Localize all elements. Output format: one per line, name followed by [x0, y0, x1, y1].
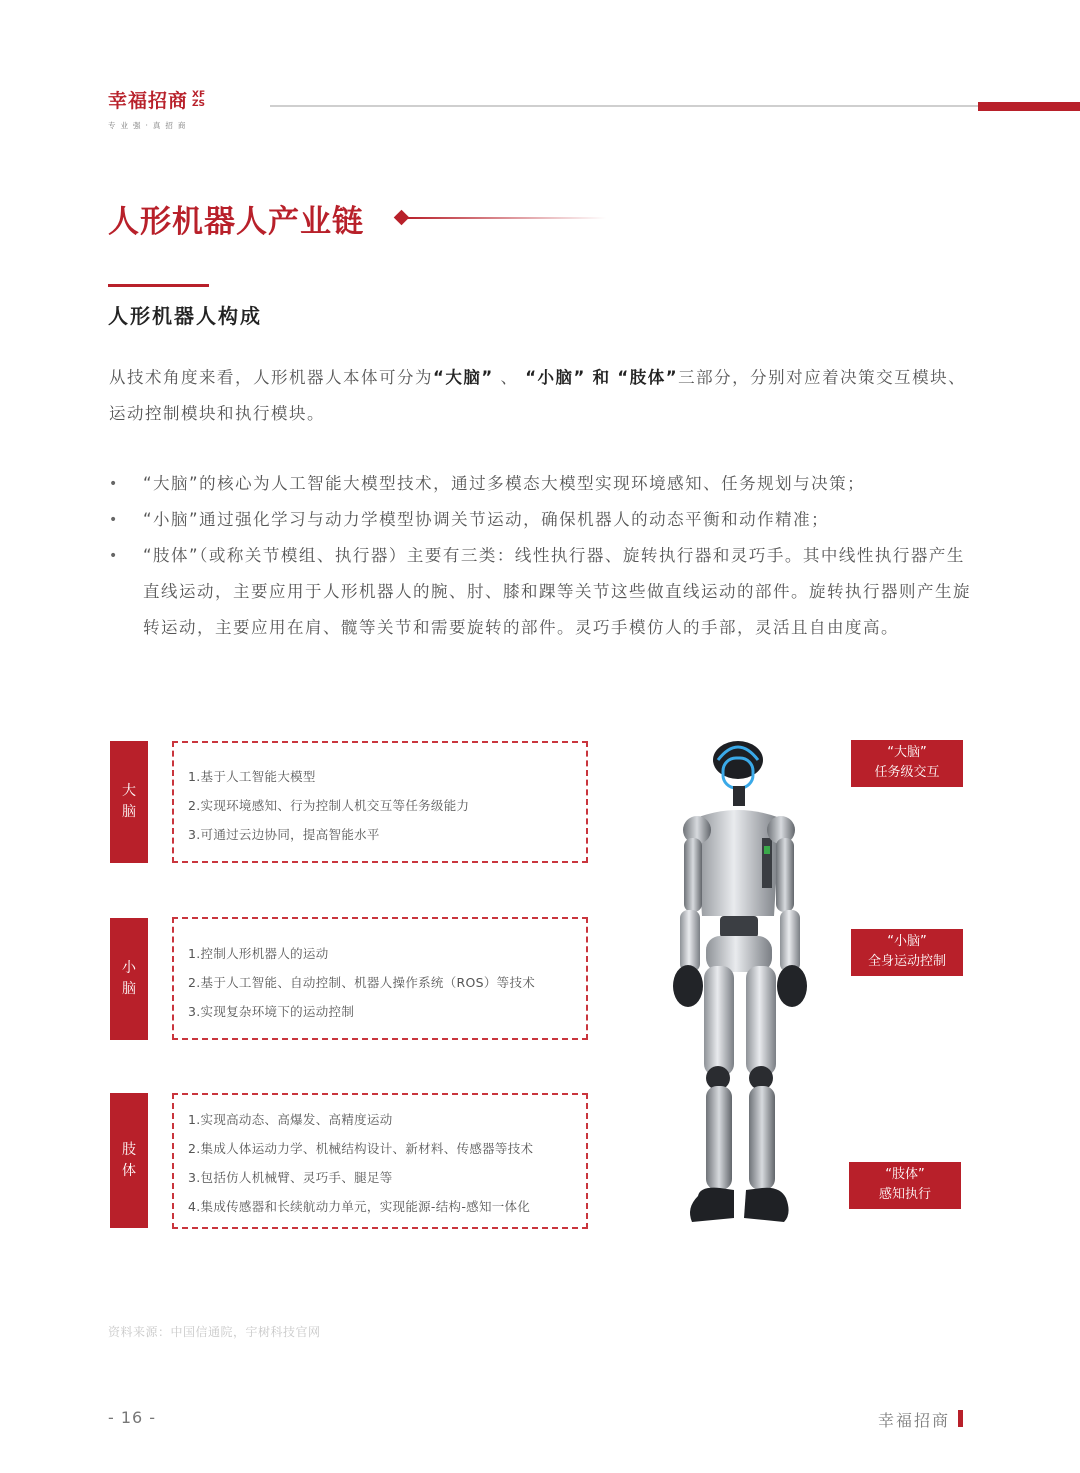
list-item: 2.基于人工智能、自动控制、机器人操作系统（ROS）等技术 [188, 975, 536, 990]
bullet-list [109, 466, 971, 646]
tag-label: 小脑 [122, 960, 136, 997]
callout-limbs [849, 1162, 961, 1209]
intro-text-1: 从技术角度来看，人形机器人本体可分为 [109, 368, 433, 387]
list-item: 1.基于人工智能大模型 [188, 769, 316, 784]
list-item: 2.集成人体运动力学、机械结构设计、新材料、传感器等技术 [188, 1141, 534, 1156]
list-item: 3.实现复杂环境下的运动控制 [188, 1004, 355, 1019]
footer-accent-bar [958, 1410, 963, 1427]
footer-brand: 幸福招商 [878, 1411, 951, 1430]
list-item [109, 466, 971, 502]
subtitle-rule [108, 284, 209, 287]
tag-label: 肢体 [122, 1141, 136, 1179]
header-divider [270, 105, 982, 107]
tag-cerebellum [110, 918, 148, 1040]
list-item: 1.实现高动态、高爆发、高精度运动 [188, 1112, 393, 1127]
bullet-text: “肢体”（或称关节模组、执行器）主要有三类：线性执行器、旋转执行器和灵巧手。其中线性执行器产生直线运动，主要应用于人形机器人的腕、肘、膝和踝等关节这些做直线运动的部件。旋转执行器则产生旋转运动，主要应用在肩、髋等关节和需要旋转的部件。灵巧手模仿人的手部，灵活且自由度高。 [143, 546, 971, 637]
bullet-text: “小脑”通过强化学习与动力学模型协调关节运动，确保机器人的动态平衡和动作精准； [143, 510, 830, 529]
callout-desc: 感知执行 [878, 1187, 931, 1202]
tag-label: 大脑 [122, 783, 136, 820]
bullet-icon: • [109, 512, 119, 528]
intro-cerebellum: “小脑” [525, 368, 586, 387]
brand-slogan: 专业强·真招商 [108, 121, 191, 130]
intro-and: 和 [592, 368, 611, 387]
humanoid-robot-image [640, 738, 840, 1238]
list-item: 3.包括仿人机械臂、灵巧手、腿足等 [188, 1170, 393, 1185]
brand-name: 幸福招商 [108, 90, 189, 112]
intro-text-2: 三部分，分别对应着决策交互模块、运动控制模块和执行模块。 [109, 368, 967, 423]
callout-title: “小脑” [887, 934, 927, 949]
list-item: 2.实现环境感知、行为控制人机交互等任务级能力 [188, 798, 470, 813]
box-limbs [172, 1093, 588, 1229]
intro-paragraph [109, 360, 971, 432]
intro-limbs: “肢体” [617, 368, 679, 387]
callout-desc: 任务级交互 [874, 765, 940, 780]
title-decor-line [406, 217, 606, 219]
callout-title: “大脑” [887, 745, 927, 760]
intro-brain: “大脑” [433, 368, 494, 387]
header-accent-bar [978, 102, 1080, 111]
tag-limbs [110, 1093, 148, 1228]
page-number: - 16 - [108, 1408, 157, 1427]
bullet-text: “大脑”的核心为人工智能大模型技术，通过多模态大模型实现环境感知、任务规划与决策； [143, 474, 866, 493]
bullet-icon: • [109, 476, 119, 492]
list-item: 4.集成传感器和长续航动力单元，实现能源-结构-感知一体化 [188, 1199, 531, 1214]
box-cerebellum [172, 917, 588, 1040]
source-note: 资料来源：中国信通院，宇树科技官网 [108, 1325, 321, 1339]
brand-mark: XFZS [192, 89, 206, 109]
list-item [109, 538, 971, 646]
bullet-icon: • [109, 548, 119, 564]
section-title: 人形机器人产业链 [108, 204, 364, 240]
box-brain [172, 741, 588, 863]
intro-sep: 、 [500, 368, 519, 387]
list-item: 1.控制人形机器人的运动 [188, 946, 329, 961]
callout-cerebellum [851, 929, 963, 976]
brand-logo [108, 86, 206, 131]
subtitle: 人形机器人构成 [108, 304, 262, 328]
list-item: 3.可通过云边协同，提高智能水平 [188, 827, 380, 842]
callout-desc: 全身运动控制 [867, 954, 946, 969]
tag-brain [110, 741, 148, 863]
list-item [109, 502, 971, 538]
callout-title: “肢体” [885, 1167, 925, 1182]
callout-brain [851, 740, 963, 787]
